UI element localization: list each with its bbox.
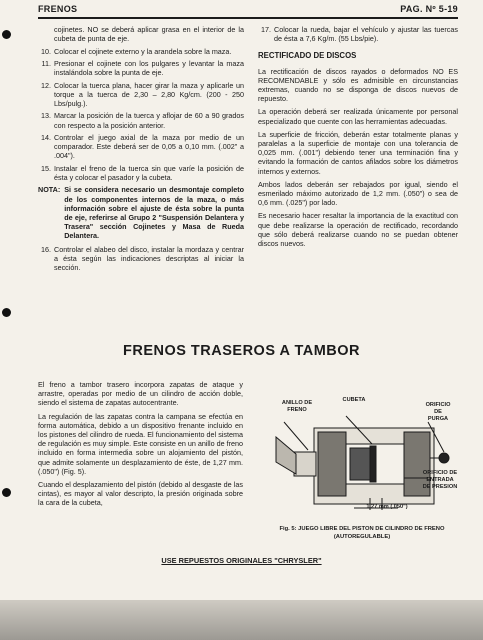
scan-bottom-shadow (0, 600, 483, 640)
intro-text: cojinetes. NO se deberá aplicar grasa en el interior de la cubeta de punta de eje. (54, 25, 244, 44)
step-number: 16. (41, 244, 51, 254)
piston (350, 448, 370, 480)
step-text: Marcar la posición de la tuerca y aflojar de 60 a 90 grados con respecto a la posición anterior. (54, 111, 244, 130)
step-text: Colocar la rueda, bajar el vehículo y ajustar las tuercas de ésta a 7,6 Kg/m. (55 Lbs/pie). (274, 25, 458, 44)
intro-line (38, 25, 244, 43)
label-medida-text: 1,27 mm (.050") (366, 504, 408, 510)
left-column (38, 25, 244, 275)
paragraph: Es necesario hacer resaltar la importancia de la exactitud con que debe realizarse la operación de rectificado, recordando que sólo deberá realizarse cuando no se puedan obtener discos nuevos. (258, 211, 458, 249)
paragraph: La rectificación de discos rayados o deformados NO ES RECOMENDABLE y sólo es admisible en circunstancias extremas, cuando no se disponga de discos nuevos de repuesto. (258, 66, 458, 104)
label-orificio-purga (416, 402, 460, 422)
list-item (38, 164, 244, 182)
step-number: 17. (261, 25, 271, 34)
step-text: Controlar el alabeo del disco, instalar la mordaza y centrar a ésta según las indicaciones descriptas al iniciar la sección. (54, 244, 244, 272)
step-text: Controlar el juego axial de la maza por medio de un comparador. Este deberá ser de 0,05 a 0,10 mm. (.002" a .004"). (54, 132, 244, 161)
leader-anillo (284, 422, 308, 450)
step-text: Presionar el cojinete con los pulgares y levantar la maza instalándola sobre la punta de eje. (54, 58, 244, 78)
paragraph: Ambos lados deberán ser rebajados por igual, siendo el esmerilado máximo autorizado de 1,2 mm. (.050") o sea de 0,6 mm. (.025") por lado. (258, 179, 458, 208)
list-item (38, 59, 244, 77)
page-header (38, 4, 458, 16)
bottom-left-column (38, 380, 243, 512)
header-section-title: FRENOS (38, 4, 78, 14)
figure-caption (256, 526, 468, 541)
orificio-purga (439, 453, 449, 463)
step-number: 14. (41, 132, 51, 142)
note-label: NOTA: (38, 185, 61, 195)
list-item (38, 133, 244, 161)
step-number: 11. (41, 58, 51, 68)
label-purga-text: ORIFICIO DE PURGA (425, 402, 451, 422)
label-anillo-freno (272, 400, 322, 414)
caption-line-2: (AUTOREGULABLE) (333, 533, 391, 540)
label-orificio-entrada (412, 470, 468, 490)
step-number: 15. (41, 163, 51, 173)
label-medida (352, 504, 422, 511)
footer-note: USE REPUESTOS ORIGINALES "CHRYSLER" (161, 556, 322, 565)
step-text: Instalar el freno de la tuerca sin que varíe la posición de ésta y colocar el pasador y la cubeta. (54, 163, 244, 182)
section-title: FRENOS TRASEROS A TAMBOR (122, 343, 361, 359)
binder-hole (2, 488, 11, 497)
hatched-housing (318, 432, 346, 496)
list-item (258, 25, 458, 43)
note-text: Si se considera necesario un desmontaje completo de los componentes internos de la maza, o más información sobre el ajuste de ésta sobre la punta de eje, referirse al Grupo 2 "Suspensión Delantera y Trasera" sección Cojinetes y Masa de Rueda Delantera. (64, 185, 244, 241)
step-text: Colocar la tuerca plana, hacer girar la maza y aplicarle un torque a la tuerca de 2,30 – 2,80 Kg/cm. (200 - 250 Lbs/pulg.). (54, 80, 244, 108)
note-block (38, 185, 244, 240)
right-column (258, 25, 458, 252)
header-rule (38, 17, 458, 19)
binder-hole (2, 308, 11, 317)
step-number: 13. (41, 111, 51, 121)
step-number: 10. (41, 46, 51, 56)
label-cubeta-text: CUBETA (342, 397, 366, 403)
label-entrada-text: ORIFICIO DE ENTRADA DE PRESION (422, 470, 458, 490)
label-anillo-text: ANILLO DE FRENO (281, 400, 313, 413)
list-item (38, 245, 244, 273)
section-heading: RECTIFICADO DE DISCOS (258, 51, 357, 61)
paragraph: Cuando el desplazamiento del pistón (debido al desgaste de las cintas), es mayor al valor descripto, la presión originada sobre la cara de la cubeta, (38, 480, 243, 508)
paragraph: La operación deberá ser realizada únicamente por personal especializado que cuente con las herramientas adecuadas. (258, 107, 458, 126)
anillo-freno (294, 452, 316, 476)
step-number: 12. (41, 80, 51, 90)
paragraph: La superficie de fricción, deberán estar totalmente planas y paralelas a la superficie de montaje con una tolerancia de 0,025 mm. (.001") debiendo tener una terminación fina y evitando la formación de cantos afilados sobre los diámetros internos y externos. (258, 129, 458, 176)
cubeta-seal (370, 446, 376, 482)
list-item (38, 111, 244, 129)
paragraph: El freno a tambor trasero incorpora zapatas de ataque y arrastre, operadas por medio de un cilindro de acción doble, siendo el sistema de zapatas autocentrante. (38, 380, 243, 408)
binder-hole (2, 30, 11, 39)
label-cubeta (334, 397, 374, 404)
paragraph: La regulación de las zapatas contra la campana se efectúa en forma automática, debido a un dispositivo frenante incluido en los pistones del cilindro de rueda. El funcionamiento del sistema de regulación es muy simple. Este consiste en un anillo de freno incluido en forma intermedia sobre un alojamiento del pistón, que admite solamente un desplazamiento de éste, de 1,27 mm. (.050") (Fig. 5). (38, 411, 243, 476)
header-page-number: PAG. Nº 5-19 (400, 4, 458, 14)
step-text: Colocar el cojinete externo y la arandela sobre la maza. (54, 46, 232, 56)
list-item (38, 47, 244, 56)
caption-line-1: Fig. 5: JUEGO LIBRE DEL PISTON DE CILINDRO DE FRENO (279, 526, 445, 532)
list-item (38, 81, 244, 109)
